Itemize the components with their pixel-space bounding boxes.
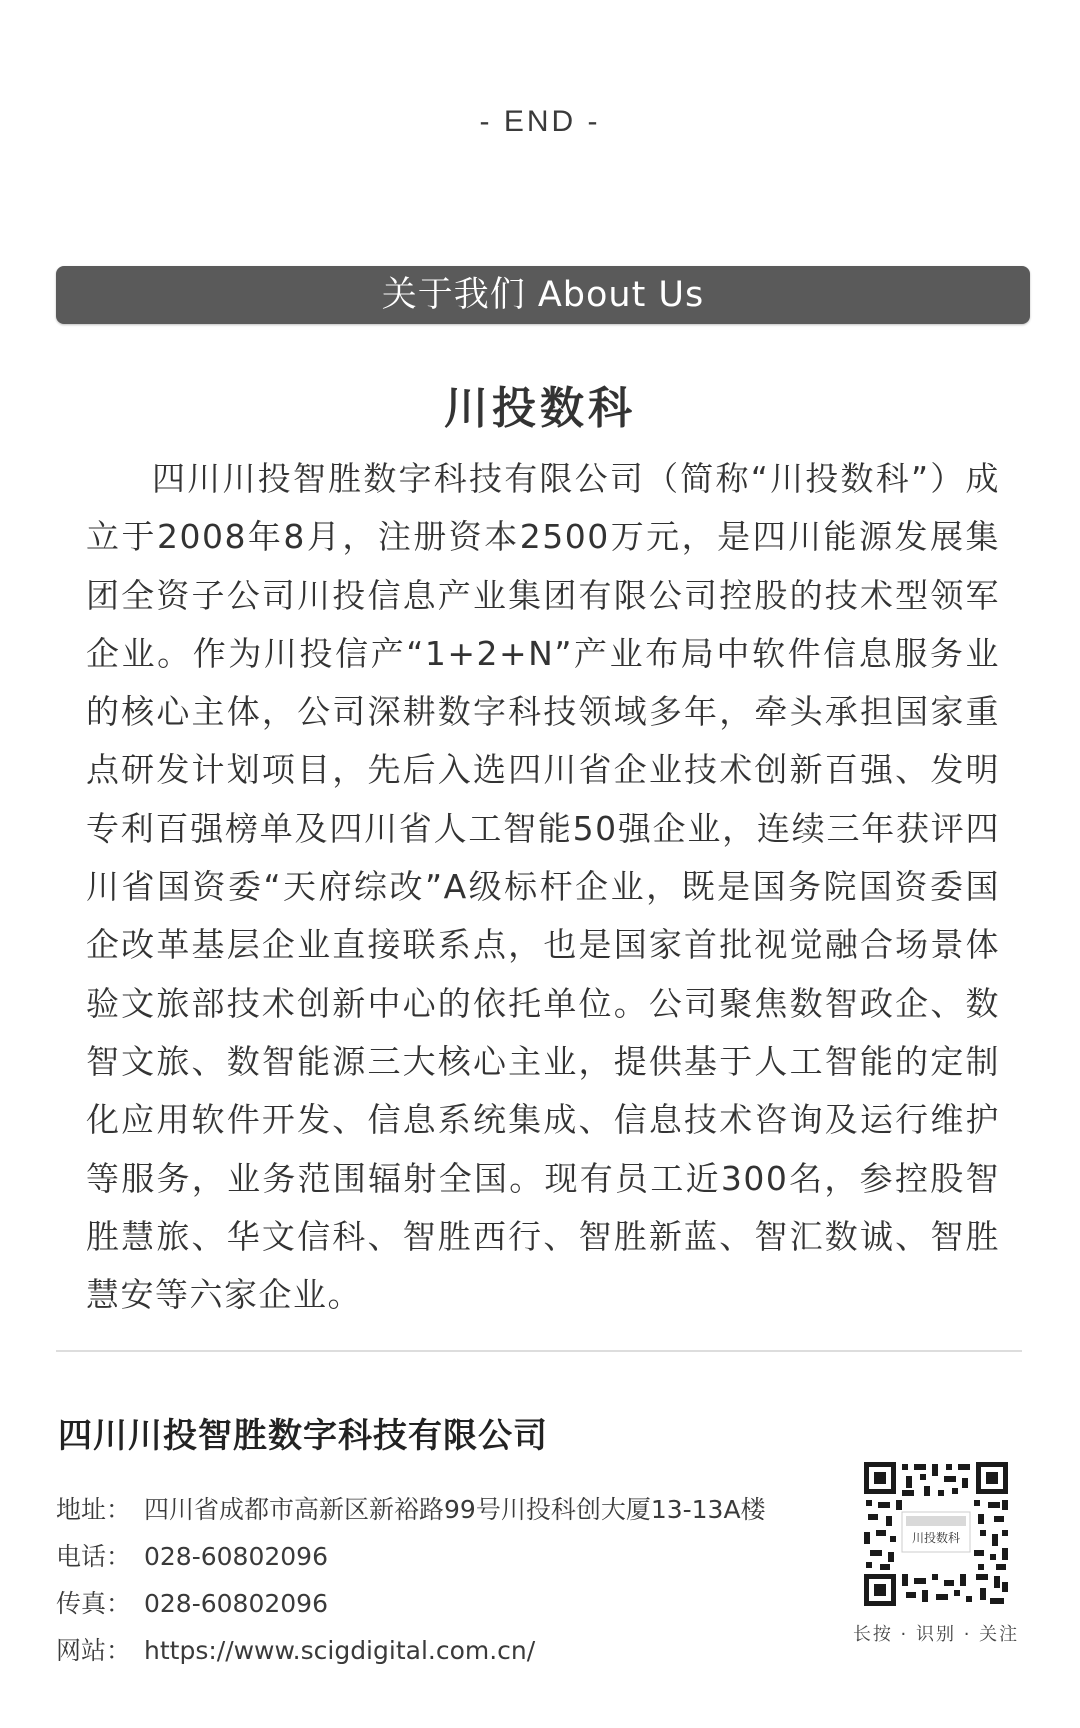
qr-center-label: 川投数科 [911,1531,961,1545]
contact-info [56,1486,856,1674]
qr-caption: 长按 · 识别 · 关注 [852,1624,1020,1645]
end-mark: - END - [479,105,601,138]
company-full-name: 四川川投智胜数字科技有限公司 [58,1416,548,1456]
fax-label: 传真： [56,1589,132,1618]
fax-value: 028-60802096 [144,1589,328,1618]
fax-row [56,1580,856,1627]
qr-code-icon[interactable] [862,1460,1010,1608]
phone-row [56,1533,856,1580]
website-row [56,1627,856,1674]
company-intro-paragraph: 四川川投智胜数字科技有限公司（简称“川投数科”）成立于2008年8月，注册资本2500万元，是四川能源发展集团全资子公司川投信息产业集团有限公司控股的技术型领军企业。作为川投信产“1+2+N”产业布局中软件信息服务业的核心主体，公司深耕数字科技领域多年，牵头承担国家重点研发计划项目，先后入选四川省企业技术创新百强、发明专利百强榜单及四川省人工智能50强企业，连续三年获评四川省国资委“天府综改”A级标杆企业，既是国务院国资委国企改革基层企业直接联系点，也是国家首批视觉融合场景体验文旅部技术创新中心的依托单位。公司聚焦数智政企、数智文旅、数智能源三大核心主业，提供基于人工智能的定制化应用软件开发、信息系统集成、信息技术咨询及运行维护等服务，业务范围辐射全国。现有员工近300名，参控股智胜慧旅、华文信科、智胜西行、智胜新蓝、智汇数诚、智胜慧安等六家企业。 [86,459,1000,1315]
company-short-name: 川投数科 [444,383,636,434]
phone-value[interactable]: 028-60802096 [144,1542,328,1571]
website-label: 网站： [56,1636,132,1665]
section-divider [56,1350,1022,1352]
website-link[interactable]: https://www.scigdigital.com.cn/ [144,1636,536,1665]
about-us-banner: 关于我们 About Us [56,266,1030,324]
address-value: 四川省成都市高新区新裕路99号川投科创大厦13-13A楼 [144,1495,766,1524]
address-row [56,1486,856,1533]
phone-label: 电话： [56,1542,132,1571]
address-label: 地址： [56,1495,132,1524]
